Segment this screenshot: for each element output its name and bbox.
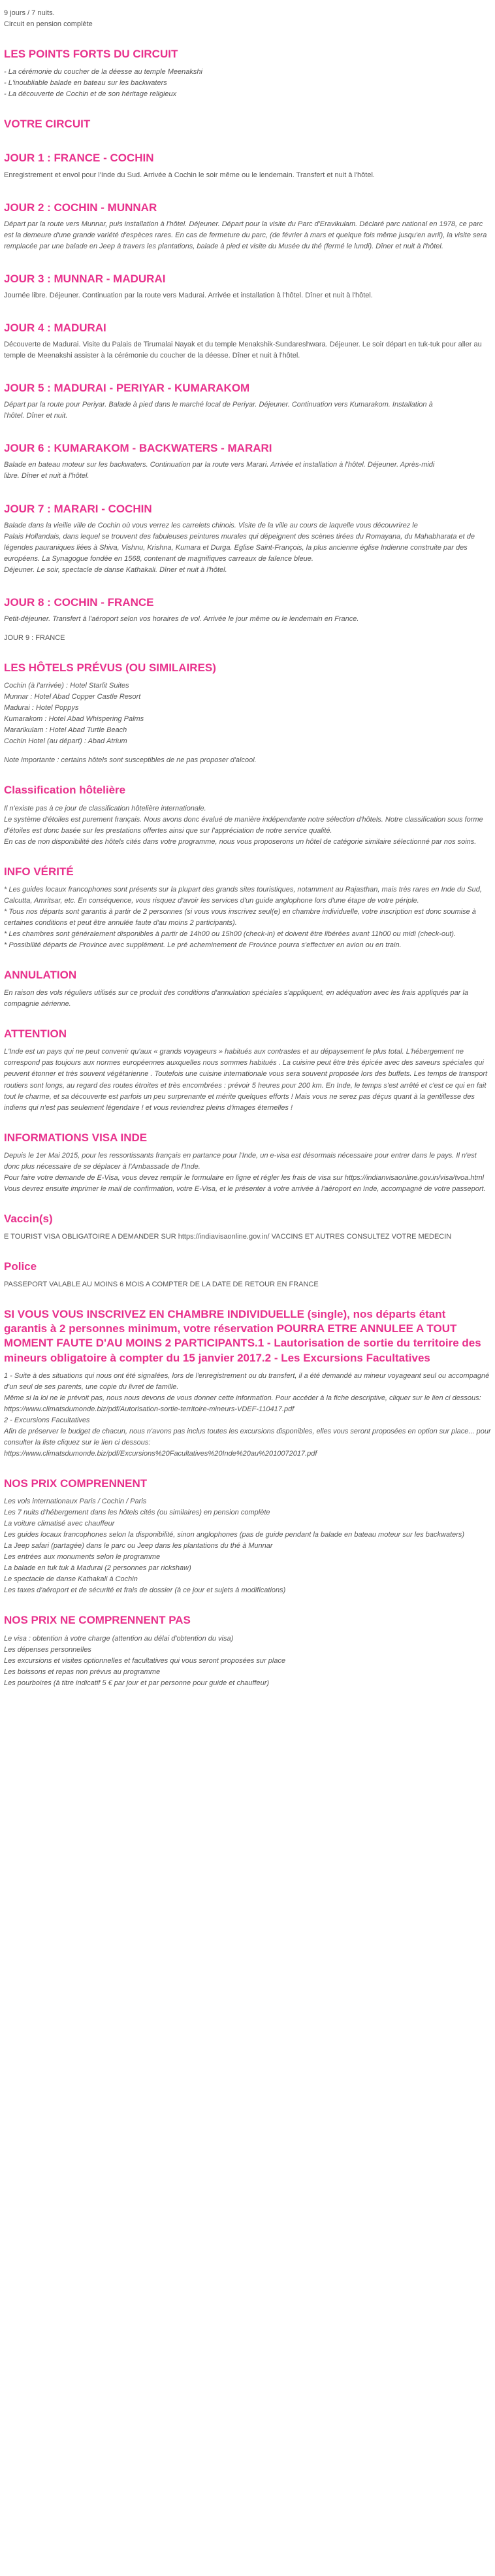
visa-line: Depuis le 1er Mai 2015, pour les ressortissants français en partance pour l'Inde, un e-visa est désormais nécessaire pour entrer dans le pays. Il n'est donc plus nécessaire de se déplacer à l'Ambassade de l'Inde. bbox=[4, 1151, 477, 1171]
day-6-line: libre. Dîner et nuit à l'hôtel. bbox=[4, 472, 89, 480]
prix-inclus-item: Les guides locaux francophones selon la disponibilité, sinon anglophones (pas de guide pendant la balade en bateau moteur sur les backwaters) bbox=[4, 1531, 465, 1539]
day-6-line: Balade en bateau moteur sur les backwaters. Continuation par la route vers Marari. Arrivée et installation à l'hôtel. Déjeuner. Après-midi bbox=[4, 461, 435, 469]
hotel-item: Cochin (à l'arrivée) : Hotel Starlit Suites bbox=[4, 682, 129, 690]
prix-inclus-item: Les taxes d'aéroport et de sécurité et frais de dossier (à ce jour et sujets à modifications) bbox=[4, 1586, 286, 1595]
classification-title: Classification hôtelière bbox=[4, 784, 126, 797]
day-3-title: JOUR 3 : MUNNAR - MADURAI bbox=[4, 272, 166, 285]
single-link: https://www.climatsdumonde.biz/pdf/Excursions%20Facultatives%20Inde%20au%2010072017.pdf bbox=[4, 1449, 317, 1458]
prix-inclus-item: La balade en tuk tuk à Madurai (2 personnes par rickshaw) bbox=[4, 1564, 191, 1573]
classification-line: En cas de non disponibilité des hôtels cités dans votre programme, nous vous proposerons un hôtel de catégorie similaire sélectionné par nos soins. bbox=[4, 837, 477, 846]
visa-title: INFORMATIONS VISA INDE bbox=[4, 1131, 148, 1144]
prix-inclus-item: Les 7 nuits d'hébergement dans les hôtels cités (ou similaires) en pension complète bbox=[4, 1509, 270, 1517]
highlights-title: LES POINTS FORTS DU CIRCUIT bbox=[4, 48, 178, 61]
prix-inclus-item: Le spectacle de danse Kathakali à Cochin bbox=[4, 1575, 138, 1584]
hotels-title: LES HÔTELS PRÉVUS (OU SIMILAIRES) bbox=[4, 661, 216, 675]
police-text: PASSEPORT VALABLE AU MOINS 6 MOIS A COMPTER DE LA DATE DE RETOUR EN FRANCE bbox=[4, 1280, 319, 1289]
visa-text bbox=[4, 1150, 491, 1195]
prix-exclus-item: Les dépenses personnelles bbox=[4, 1645, 91, 1654]
single-title: SI VOUS VOUS INSCRIVEZ EN CHAMBRE INDIVIDUELLE (single), nos départs étant garantis à 2 personnes minimum, votre réservation POURRA ETRE ANNULEE A TOUT MOMENT FAUTE D'AU MOINS 2 PARTICIPANTS.1 - Lautorisation de sortie du territoire des mineurs obligatoire à compter du 15 janvier 2017.2 - Les Excursions Facultatives bbox=[4, 1308, 481, 1364]
prix-exclus-item: Les excursions et visites optionnelles et facultatives qui vous seront proposées sur place bbox=[4, 1656, 286, 1665]
day-5-line: l'hôtel. Dîner et nuit. bbox=[4, 412, 68, 420]
single-line: Même si la loi ne le prévoit pas, nous nous devons de vous donner cette information. Pour accéder à la fiche descriptive, cliquer sur le lien ci dessous: bbox=[4, 1394, 481, 1402]
day-7-line: Déjeuner. Le soir, spectacle de danse Kathakali. Dîner et nuit à l'hôtel. bbox=[4, 565, 227, 574]
hotel-item: Mararikulam : Hotel Abad Turtle Beach bbox=[4, 726, 127, 735]
prix-inclus-title: NOS PRIX COMPRENNENT bbox=[4, 1477, 148, 1490]
day-7-line: Palais Hollandais, dans lequel se trouvent des fabuleuses peintures murales qui dépeignent des scènes tirées du Romayana, du Mahabharata et de légendes pauraniques liées à Shiva, Vishnu, Krishna, Kumara et Durga. Eglise Saint-François, la plus ancienne église Indienne construite par des européens. La Synagogue fondée en 1568, contenant de magnifiques carreaux de faïence bleue. bbox=[4, 532, 475, 563]
day-8-title: JOUR 8 : COCHIN - FRANCE bbox=[4, 595, 154, 609]
info-title: INFO VÉRITÉ bbox=[4, 865, 74, 878]
intro-duration: 9 jours / 7 nuits. bbox=[4, 9, 55, 17]
day-3-text: Journée libre. Déjeuner. Continuation par la route vers Madurai. Arrivée et installation à l'hôtel. Dîner et nuit à l'hôtel. bbox=[4, 291, 373, 299]
vaccin-text: E TOURIST VISA OBLIGATOIRE A DEMANDER SUR https://indiavisaonline.gov.in/ VACCINS ET AUTRES CONSULTEZ VOTRE MEDECIN bbox=[4, 1233, 452, 1241]
classification-line: Le système d'étoiles est purement français. Nous avons donc évalué de manière indépendante notre sélection d'hôtels. Notre classification sous forme d'étoiles est donc basée sur les prestations offertes ainsi que sur l'appréciation de notre service qualité. bbox=[4, 815, 483, 835]
classification-line: Il n'existe pas à ce jour de classification hôtelière internationale. bbox=[4, 804, 206, 812]
day-4-title: JOUR 4 : MADURAI bbox=[4, 321, 106, 334]
day-4-text: Découverte de Madurai. Visite du Palais de Tirumalai Nayak et du temple Menakshik-Sundareshwara. Déjeuner. Le soir départ en tuk-tuk pour aller au temple de Meenakshi assister à la cérémonie du coucher de la déesse. Dîner et nuit à l'hôtel. bbox=[4, 341, 482, 360]
info-line: * Les chambres sont généralement disponibles à partir de 14h00 ou 15h00 (check-in) et doivent être libérées avant 11h00 ou midi (check-out). bbox=[4, 930, 456, 938]
single-link: https://www.climatsdumonde.biz/pdf/Autorisation-sortie-territoire-mineurs-VDEF-110417.pdf bbox=[4, 1405, 295, 1413]
hotels-note: Note importante : certains hôtels sont susceptibles de ne pas proposer d'alcool. bbox=[4, 756, 257, 765]
info-line: * Tous nos départs sont garantis à partir de 2 personnes (si vous vous inscrivez seul(e) en chambre individuelle, votre inscription est donc soumise à certaines conditions et peut être annulée faute d'au moins 2 participants). bbox=[4, 907, 476, 927]
day-1-text: Enregistrement et envol pour l'Inde du Sud. Arrivée à Cochin le soir même ou le lendemain. Transfert et nuit à l'hôtel. bbox=[4, 171, 375, 179]
single-line: 1 - Suite à des situations qui nous ont été signalées, lors de l'enregistrement ou du transfert, il a été demandé au mineur voyageant seul ou accompagné d'un seul de ses parents, une copie du livret de famille. bbox=[4, 1371, 490, 1391]
hotel-item: Madurai : Hotel Poppys bbox=[4, 704, 79, 712]
prix-exclus-title: NOS PRIX NE COMPRENNENT PAS bbox=[4, 1614, 191, 1627]
highlight-item: - La découverte de Cochin et de son héritage religieux bbox=[4, 90, 177, 99]
vaccin-title: Vaccin(s) bbox=[4, 1212, 53, 1225]
circuit-title: VOTRE CIRCUIT bbox=[4, 118, 91, 131]
info-line: * Possibilité départs de Province avec supplément. Le pré acheminement de Province pourra s'effectuer en avion ou en train. bbox=[4, 941, 402, 950]
day-8-text: Petit-déjeuner. Transfert à l'aéroport selon vos horaires de vol. Arrivée le jour même ou le lendemain en France. bbox=[4, 614, 359, 623]
prix-exclus-item: Les pourboires (à titre indicatif 5 € par jour et par personne pour guide et chauffeur) bbox=[4, 1679, 270, 1687]
prix-inclus-item: Les entrées aux monuments selon le programme bbox=[4, 1553, 161, 1562]
day-5-title: JOUR 5 : MADURAI - PERIYAR - KUMARAKOM bbox=[4, 382, 250, 395]
day-6-text bbox=[4, 460, 491, 482]
info-text bbox=[4, 884, 491, 951]
day-6-title: JOUR 6 : KUMARAKOM - BACKWATERS - MARARI bbox=[4, 442, 272, 455]
prix-exclus-item: Le visa : obtention à votre charge (attention au délai d'obtention du visa) bbox=[4, 1634, 234, 1643]
hotel-item: Kumarakom : Hotel Abad Whispering Palms bbox=[4, 715, 144, 724]
single-text bbox=[4, 1371, 491, 1460]
day-7-line: Balade dans la vieille ville de Cochin où vous verrez les carrelets chinois. Visite de la ville au cours de laquelle vous découvrirez le bbox=[4, 521, 418, 529]
highlights-list bbox=[4, 67, 491, 100]
day-7-text bbox=[4, 520, 491, 576]
day-7-title: JOUR 7 : MARARI - COCHIN bbox=[4, 502, 152, 515]
classification-text bbox=[4, 803, 491, 848]
intro-pension: Circuit en pension complète bbox=[4, 20, 93, 29]
day-5-text bbox=[4, 399, 491, 422]
prix-inclus-item: La voiture climatisé avec chauffeur bbox=[4, 1520, 115, 1528]
hotel-item: Cochin Hotel (au départ) : Abad Atrium bbox=[4, 737, 127, 746]
prix-exclus-item: Les boissons et repas non prévus au programme bbox=[4, 1667, 161, 1676]
hotels-list bbox=[4, 680, 491, 747]
day-2-text: Départ par la route vers Munnar, puis installation à l'hôtel. Déjeuner. Départ pour la visite du Parc d'Eravikulam. Déclaré parc national en 1978, ce parc est la demeure d'une grande variété d'espèces rares. En cas de fermeture du parc, (de février à mars et quelque fois même jusqu'en avril), la visite sera remplacée par une balade en Jeep à travers les plantations, balade à pied et visite du Musée du thé (fermé le lundi). Dîner et nuit à l'hôtel. bbox=[4, 220, 487, 250]
day-1-title: JOUR 1 : FRANCE - COCHIN bbox=[4, 152, 154, 165]
attention-title: ATTENTION bbox=[4, 1028, 67, 1041]
annulation-text: En raison des vols réguliers utilisés sur ce produit des conditions d'annulation spéciales s'appliquent, en adéquation avec les frais appliqués par la compagnie aérienne. bbox=[4, 989, 469, 1009]
annulation-title: ANNULATION bbox=[4, 969, 77, 982]
visa-line: Vous devrez ensuite imprimer le mail de confirmation, votre E-Visa, et le présenter à votre arrivée à l'aéroport en Inde, accompagné de votre passeport. bbox=[4, 1184, 486, 1193]
highlight-item: - L'inoubliable balade en bateau sur les backwaters bbox=[4, 79, 167, 88]
prix-inclus-list bbox=[4, 1496, 491, 1596]
day-5-line: Départ par la route pour Periyar. Balade à pied dans le marché local de Periyar. Déjeuner. Continuation vers Kumarakom. Installation à bbox=[4, 401, 433, 409]
day-9-title: JOUR 9 : FRANCE bbox=[4, 633, 65, 642]
prix-exclus-list bbox=[4, 1633, 491, 1689]
hotel-item: Munnar : Hotel Abad Copper Castle Resort bbox=[4, 693, 141, 701]
single-line: Afin de préserver le budget de chacun, nous n'avons pas inclus toutes les excursions disponibles, elles vous seront proposées en option sur place... pour consulter la liste cliquez sur le lien ci dessous: bbox=[4, 1427, 491, 1447]
single-line: 2 - Excursions Facultatives bbox=[4, 1416, 90, 1424]
police-title: Police bbox=[4, 1260, 37, 1273]
intro bbox=[4, 8, 491, 30]
prix-inclus-item: La Jeep safari (partagée) dans le parc ou Jeep dans les plantations du thé à Munnar bbox=[4, 1542, 273, 1550]
visa-line: Pour faire votre demande de E-Visa, vous devez remplir le formulaire en ligne et régler les frais de visa sur https://indianvisaonline.gov.in/visa/tvoa.html bbox=[4, 1173, 485, 1182]
info-line: * Les guides locaux francophones sont présents sur la plupart des grands sites touristiques, notamment au Rajasthan, mais très rares en Inde du Sud, Calcutta, Amritsar, etc. En conséquence, vous risquez d'avoir les services d'un guide anglophone lors d'une étape de votre périple. bbox=[4, 885, 482, 905]
prix-inclus-item: Les vols internationaux Paris / Cochin / Paris bbox=[4, 1497, 147, 1506]
attention-text: L'Inde est un pays qui ne peut convenir qu'aux « grands voyageurs » habitués aux contrastes et au dépaysement le plus total. L'hébergement ne correspond pas toujours aux normes européennes auxquelles nous sommes habitués . La cuisine peut être très épicée avec des saveurs spéciales qui peuvent étonner et très souvent végétarienne . Toutefois une cuisine internationale vous sera souvent proposée lors des buffets. Les temps de transport routiers sont longs, au regard des routes étroites et très encombrées : prévoir 5 heures pour 200 km. En Inde, le temps s'est arrêté et c'est ce qui en fait tout le charme, et sa découverte est parfois un peu surprenante et mérite quelques efforts ! Mais vous ne serez pas déçus quant à la gentillesse des indiens qui n'est pas seulement légendaire ! et vous reviendrez pleins d'images éternelles ! bbox=[4, 1048, 488, 1112]
day-2-title: JOUR 2 : COCHIN - MUNNAR bbox=[4, 201, 157, 214]
highlight-item: - La cérémonie du coucher de la déesse au temple Meenakshi bbox=[4, 68, 202, 76]
